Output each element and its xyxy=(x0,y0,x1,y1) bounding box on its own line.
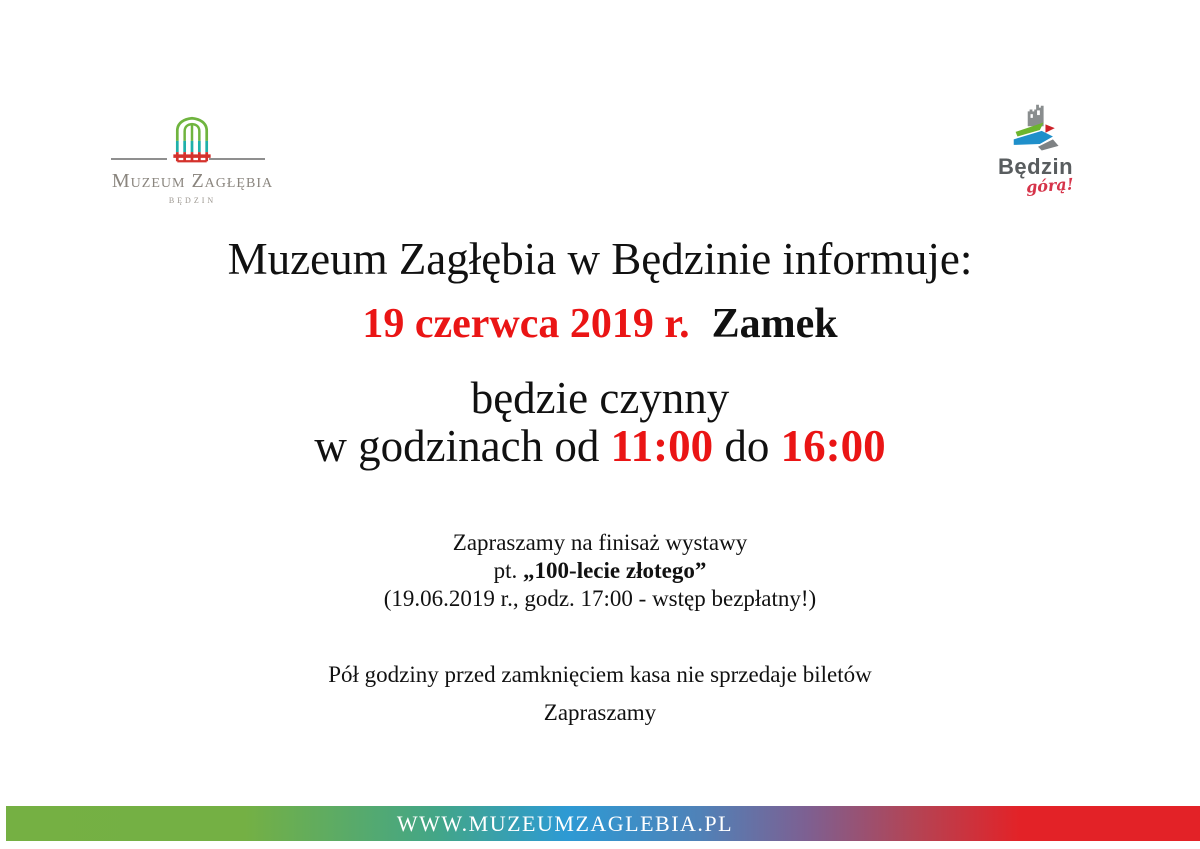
closing-greeting: Zapraszamy xyxy=(543,700,657,725)
opening-time: 11:00 xyxy=(610,421,714,471)
city-logo-name: Będzin xyxy=(998,154,1074,179)
announcement-heading: Muzeum Zagłębia w Będzinie informuje: xyxy=(227,234,973,284)
closing-time: 16:00 xyxy=(780,421,886,471)
hours-prefix: w godzinach od xyxy=(314,421,611,471)
museum-logo-title: Muzeum Zagłębia xyxy=(111,170,274,192)
castle-hill-icon xyxy=(1006,102,1070,158)
exhibition-title-line xyxy=(0,558,1200,584)
logo-divider-right xyxy=(209,158,265,160)
gothic-window-icon xyxy=(171,116,213,168)
invitation-line: Zapraszamy na finisaż wystawy xyxy=(452,530,748,555)
opening-hours-line xyxy=(0,420,1200,472)
bedzin-city-logo xyxy=(998,102,1088,202)
footer-gradient-bar xyxy=(6,806,1200,841)
museum-logo-subtitle: BĘDZIN xyxy=(168,196,217,205)
venue-name: Zamek xyxy=(711,301,838,347)
ticket-notice: Pół godziny przed zamknięciem kasa nie sprzedaje biletów xyxy=(328,662,872,687)
exhibition-title: „100-lecie złotego” xyxy=(523,558,707,583)
event-details-line: (19.06.2019 r., godz. 17:00 - wstęp bezpłatny!) xyxy=(383,586,817,611)
hours-connector: do xyxy=(713,421,781,471)
date-venue-line xyxy=(0,300,1200,348)
event-date: 19 czerwca 2019 r. xyxy=(362,301,690,347)
museum-zaglebia-logo xyxy=(105,112,280,212)
open-status-line: będzie czynny xyxy=(470,373,730,423)
logo-divider-left xyxy=(111,158,167,160)
website-url: WWW.MUZEUMZAGLEBIA.PL xyxy=(396,811,734,836)
city-logo-slogan: górą! xyxy=(1025,174,1075,197)
title-prefix: pt. xyxy=(493,558,524,583)
